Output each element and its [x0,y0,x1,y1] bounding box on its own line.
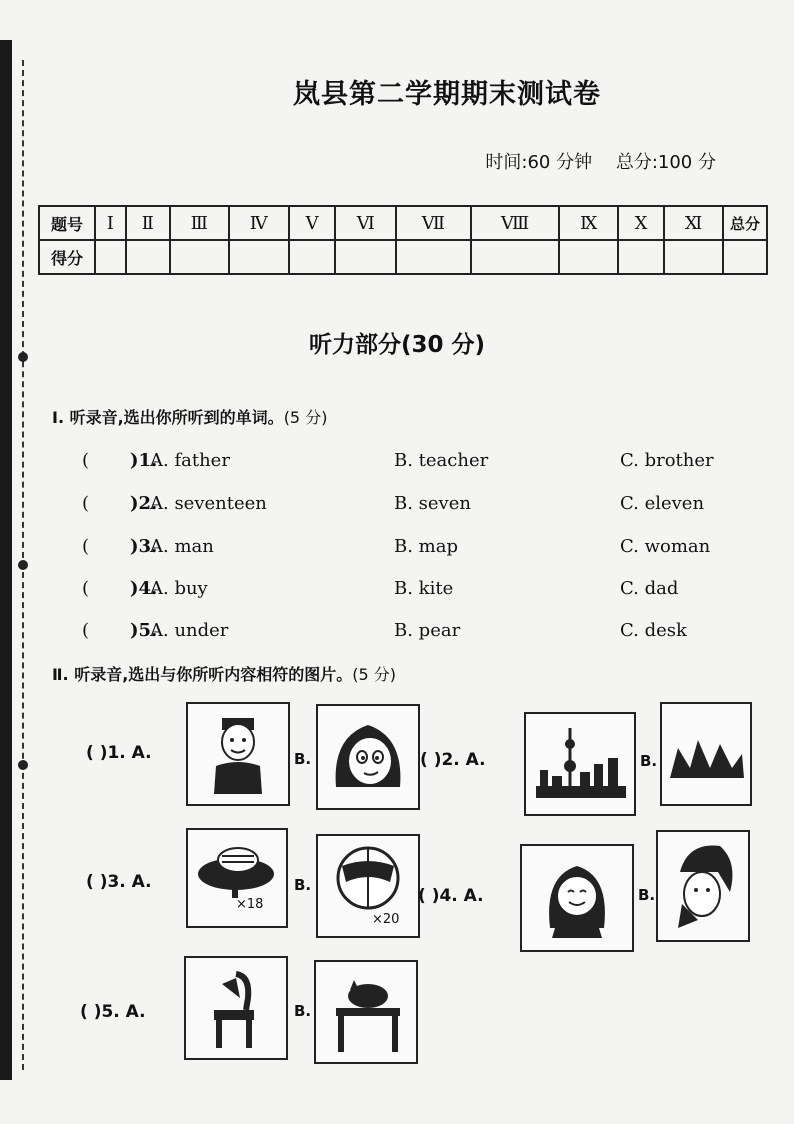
option-b-label: B. [640,752,658,770]
binding-mark [18,560,28,570]
girl-face-icon [658,832,748,940]
part2-heading [52,662,396,685]
picture-question-4-label: ( )4. A. [418,886,484,906]
exam-time: 时间:60 分钟 [485,152,593,173]
score-table-score-row [39,240,767,274]
chair-picture[interactable] [184,956,288,1060]
score-cell[interactable] [723,240,767,274]
smiling-girl-picture[interactable] [520,844,634,952]
answer-blank[interactable]: ( [82,493,90,514]
score-cell[interactable] [664,240,723,274]
score-cell[interactable] [335,240,396,274]
option-b-label: B. [294,876,312,894]
option-b: B. pear [394,620,461,641]
girl-face-icon [318,706,418,808]
picture-question-5-label: ( )5. A. [80,1002,146,1022]
option-c: C. brother [620,450,714,471]
option-a: A. buy [150,578,208,599]
hats-picture[interactable] [186,828,288,928]
score-cell[interactable] [289,240,336,274]
option-c: C. desk [620,620,687,641]
girl-smiling-icon [522,846,632,950]
man-picture[interactable] [186,702,290,806]
listening-section-title: 听力部分(30 分) [308,332,486,358]
question-number: )4. [130,578,158,599]
question-number: )5. [130,620,158,641]
question-number: )2. [130,493,158,514]
score-table-header-row [39,206,767,240]
answer-blank[interactable]: ( [82,578,90,599]
ball-count: ×20 [372,912,400,927]
ball-icon [318,836,418,936]
exam-title: 岚县第二学期期末测试卷 [293,79,601,110]
part2-points: (5 分) [352,665,397,684]
exam-meta [467,148,716,174]
sad-girl-picture[interactable] [656,830,750,942]
question-row [82,536,742,562]
score-cell[interactable] [126,240,171,274]
numeral-cell: Ⅲ [170,206,229,240]
binding-mark [18,760,28,770]
option-b-label: B. [294,750,312,768]
option-c: C. eleven [620,493,705,514]
score-cell[interactable] [95,240,126,274]
score-cell[interactable] [229,240,289,274]
opera-house-icon [662,704,750,804]
numeral-cell: Ⅸ [559,206,618,240]
question-row [82,450,742,476]
balls-picture[interactable] [316,834,420,938]
answer-blank[interactable]: ( [82,536,90,557]
binding-edge [0,40,12,1080]
chair-icon [186,958,286,1058]
option-a: A. man [150,536,214,557]
numeral-cell: Ⅶ [396,206,471,240]
score-cell[interactable] [471,240,560,274]
man-icon [188,704,288,804]
numeral-cell: Ⅱ [126,206,171,240]
score-label: 得分 [39,240,95,274]
question-row [82,578,742,604]
numeral-cell: Ⅺ [664,206,723,240]
option-a: A. seventeen [150,493,267,514]
girl-picture[interactable] [316,704,420,810]
option-b: B. seven [394,493,471,514]
question-number: )1. [130,450,158,471]
numeral-cell: Ⅷ [471,206,560,240]
question-number-label: 题号 [39,206,95,240]
picture-question-2-label: ( )2. A. [420,750,486,770]
question-number: )3. [130,536,158,557]
question-row [82,620,742,646]
total-label: 总分 [723,206,767,240]
option-c: C. woman [620,536,711,557]
option-c: C. dad [620,578,679,599]
option-b: B. teacher [394,450,489,471]
hat-count: ×18 [236,897,264,912]
city-skyline-picture[interactable] [524,712,636,816]
option-a: A. under [150,620,229,641]
part1-heading [52,405,327,428]
cat-on-desk-icon [316,962,416,1062]
option-a: A. father [150,450,230,471]
opera-house-picture[interactable] [660,702,752,806]
answer-blank[interactable]: ( [82,620,90,641]
picture-question-1-label: ( )1. A. [86,743,152,763]
part1-heading-text: Ⅰ. 听录音,选出你所听到的单词。 [52,408,284,427]
numeral-cell: Ⅵ [335,206,396,240]
option-b: B. map [394,536,458,557]
tower-skyline-icon [526,714,634,814]
option-b-label: B. [638,886,656,904]
cat-on-desk-picture[interactable] [314,960,418,1064]
answer-blank[interactable]: ( [82,450,90,471]
score-cell[interactable] [396,240,471,274]
question-row [82,493,742,519]
numeral-cell: Ⅴ [289,206,336,240]
exam-total-score: 总分:100 分 [615,152,716,173]
score-cell[interactable] [618,240,664,274]
score-table [38,205,768,275]
option-b-label: B. [294,1002,312,1020]
part1-points: (5 分) [283,408,328,427]
score-cell[interactable] [170,240,229,274]
part2-heading-text: Ⅱ. 听录音,选出与你所听内容相符的图片。 [52,665,353,684]
numeral-cell: Ⅰ [95,206,126,240]
numeral-cell: Ⅹ [618,206,664,240]
option-b: B. kite [394,578,454,599]
picture-question-3-label: ( )3. A. [86,872,152,892]
score-cell[interactable] [559,240,618,274]
numeral-cell: Ⅳ [229,206,289,240]
